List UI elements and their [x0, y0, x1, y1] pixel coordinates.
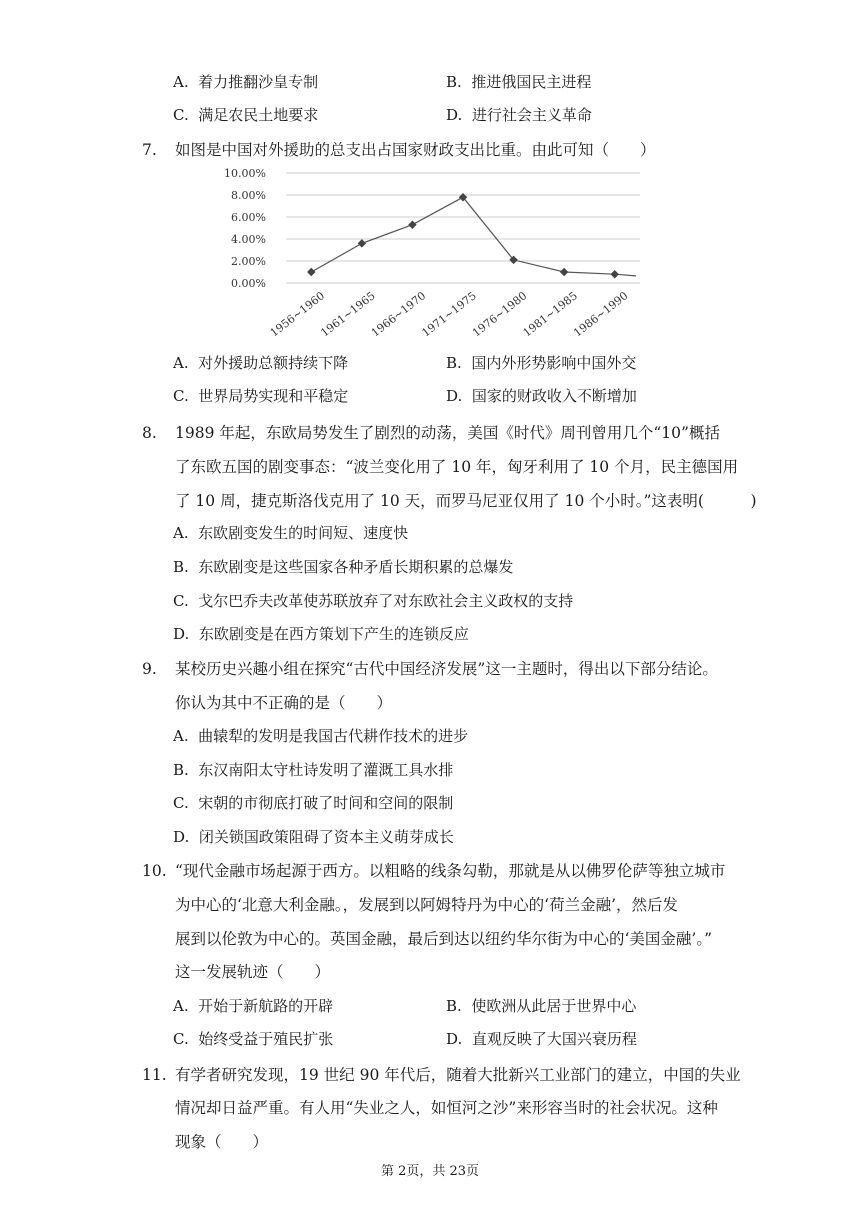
q7-stem: 如图是中国对外援助的总支出占国家财政支出比重。由此可知（ ）	[175, 141, 656, 159]
q9-number: 9.	[142, 660, 157, 678]
q7-line-chart	[200, 160, 660, 360]
q6-option-c: C. 满足农民土地要求	[173, 106, 319, 124]
chart-x-tick-label: 1956~1960	[267, 289, 328, 340]
q11-number: 11.	[142, 1066, 167, 1084]
chart-data-point	[560, 268, 568, 276]
q9-stem-line-1: 某校历史兴趣小组在探究“古代中国经济发展”这一主题时，得出以下部分结论。	[175, 660, 718, 678]
chart-x-tick-labels	[268, 289, 631, 339]
chart-y-tick-label: 2.00%	[231, 255, 266, 268]
chart-y-tick-label: 8.00%	[231, 189, 266, 202]
q6-option-b: B. 推进俄国民主进程	[446, 73, 592, 91]
q10-option-b: B. 使欧洲从此居于世界中心	[446, 997, 637, 1015]
chart-x-tick-label: 1981~1985	[520, 289, 580, 340]
q7-option-a: A. 对外援助总额持续下降	[173, 354, 349, 372]
q8-option-c: C. 戈尔巴乔夫改革使苏联放弃了对东欧社会主义政权的支持	[173, 592, 574, 610]
q11-stem-line-3: 现象（ ）	[175, 1133, 269, 1151]
q9-option-c: C. 宋朝的市彻底打破了时间和空间的限制	[173, 794, 454, 812]
q10-stem-line-3: 展到以伦敦为中心的。英国金融，最后到达以纽约华尔街为中心的‘美国金融’。”	[175, 930, 713, 948]
chart-x-tick-label: 1976~1980	[470, 289, 530, 340]
q8-option-d: D. 东欧剧变是在西方策划下产生的连锁反应	[173, 625, 469, 643]
q7-option-d: D. 国家的财政收入不断增加	[446, 387, 637, 405]
q10-option-a: A. 开始于新航路的开辟	[173, 997, 334, 1015]
chart-data-point	[610, 270, 618, 278]
q11-stem-line-2: 情况却日益严重。有人用“失业之人，如恒河之沙”来形容当时的社会状况。这种	[175, 1099, 718, 1117]
page-footer: 第 2页，共 23页	[380, 1164, 480, 1179]
q8-number: 8.	[142, 424, 157, 442]
chart-points	[307, 193, 619, 278]
chart-y-tick-label: 0.00%	[231, 277, 266, 290]
chart-data-point	[408, 220, 416, 228]
q10-stem-line-4: 这一发展轨迹（ ）	[175, 963, 331, 981]
q7-option-b: B. 国内外形势影响中国外交	[446, 354, 637, 372]
q8-option-a: A. 东欧剧变发生的时间短、速度快	[173, 524, 409, 542]
q7-option-c: C. 世界局势实现和平稳定	[173, 387, 349, 405]
q6-option-a: A. 着力推翻沙皇专制	[173, 73, 319, 91]
q10-number: 10.	[142, 862, 167, 880]
chart-x-tick-label: 1961~1965	[318, 289, 378, 340]
q9-stem-line-2: 你认为其中不正确的是（ ）	[175, 694, 393, 712]
q10-stem-line-1: “现代金融市场起源于西方。以粗略的线条勾勒，那就是从以佛罗伦萨等独立城市	[175, 862, 726, 880]
q8-stem-line-3: 了 10 周，捷克斯洛伐克用了 10 天，而罗马尼亚仅用了 10 个小时。”这表明( )	[175, 492, 757, 510]
chart-y-tick-label: 10.00%	[224, 167, 266, 180]
chart-gridlines	[286, 173, 640, 283]
q9-option-d: D. 闭关锁国政策阻碍了资本主义萌芽成长	[173, 828, 454, 846]
q8-stem-line-1: 1989 年起，东欧局势发生了剧烈的动荡，美国《时代》周刊曾用几个“10”概括	[175, 424, 720, 442]
chart-x-tick-label: 1971~1975	[419, 289, 479, 340]
chart-x-tick-label: 1986~1990	[571, 289, 631, 340]
chart-y-tick-labels	[224, 167, 266, 290]
chart-data-point	[307, 268, 315, 276]
q10-option-d: D. 直观反映了大国兴衰历程	[446, 1030, 637, 1048]
q8-stem-line-2: 了东欧五国的剧变事态：“波兰变化用了 10 年，匈牙利用了 10 个月，民主德国用	[175, 458, 739, 476]
q8-option-b: B. 东欧剧变是这些国家各种矛盾长期积累的总爆发	[173, 558, 514, 576]
q9-option-b: B. 东汉南阳太守杜诗发明了灌溉工具水排	[173, 761, 454, 779]
q7-number: 7.	[142, 141, 157, 159]
chart-y-tick-label: 4.00%	[231, 233, 266, 246]
q11-stem-line-1: 有学者研究发现，19 世纪 90 年代后，随着大批新兴工业部门的建立，中国的失业	[175, 1066, 741, 1084]
q6-option-d: D. 进行社会主义革命	[446, 106, 592, 124]
chart-y-tick-label: 6.00%	[231, 211, 266, 224]
chart-data-point	[358, 239, 366, 247]
chart-series-line	[311, 197, 636, 276]
chart-x-tick-label: 1966~1970	[368, 289, 429, 340]
q10-option-c: C. 始终受益于殖民扩张	[173, 1030, 334, 1048]
q10-stem-line-2: 为中心的‘北意大利金融。，发展到以阿姆特丹为中心的‘荷兰金融’，然后发	[175, 896, 679, 914]
q9-option-a: A. 曲辕犁的发明是我国古代耕作技术的进步	[173, 727, 469, 745]
